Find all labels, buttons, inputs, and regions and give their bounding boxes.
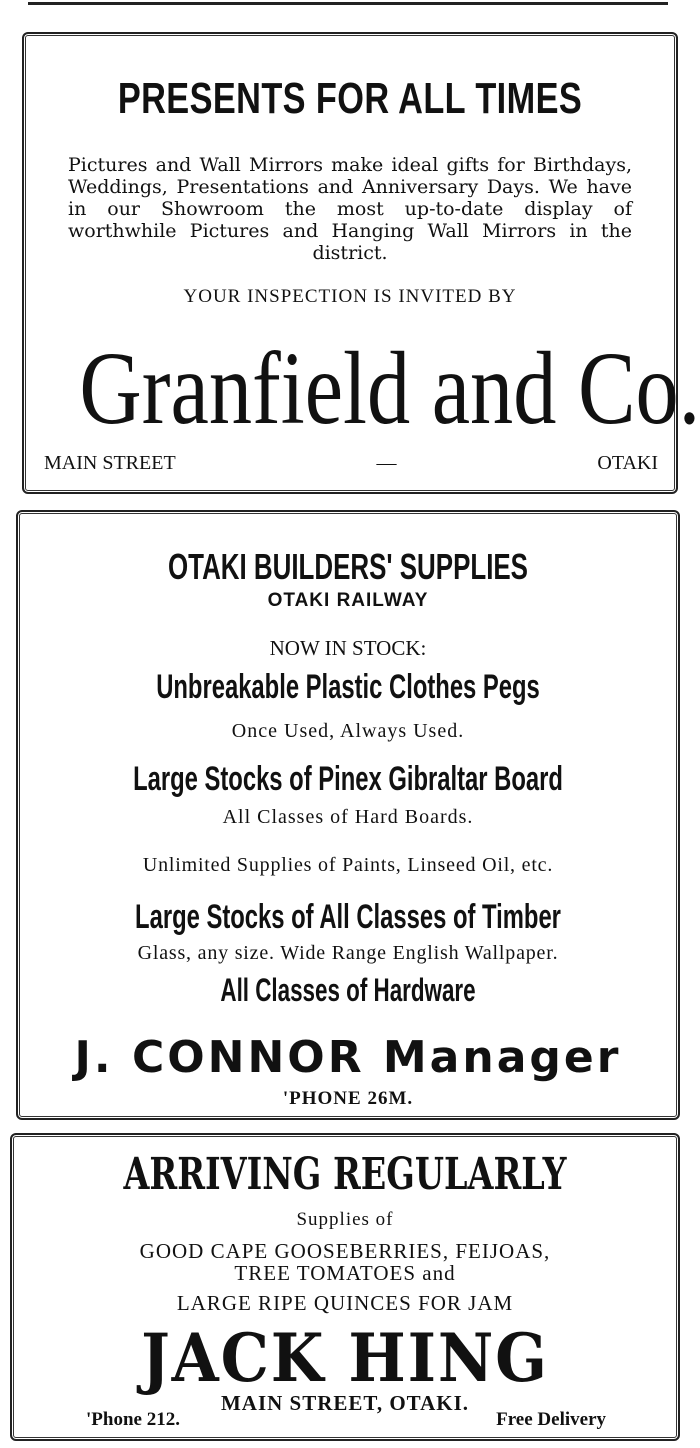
- granfield-headline: PRESENTS FOR ALL TIMES: [117, 74, 583, 123]
- jack-hing-footer: [86, 1409, 606, 1431]
- jack-hing-supplies-of: Supplies of: [296, 1209, 394, 1230]
- granfield-business-name: Granfield and Co.: [79, 331, 700, 446]
- builders-item-hardware: All Classes of Hardware: [220, 972, 476, 1008]
- jack-hing-address: MAIN STREET, OTAKI.: [220, 1391, 470, 1415]
- builders-manager-name: J. CONNOR Manager: [74, 1032, 622, 1083]
- jack-hing-advertisement: [10, 1133, 680, 1441]
- builders-item-clothes-pegs-tagline: Once Used, Always Used.: [231, 720, 465, 742]
- builders-item-gibraltar-board: Large Stocks of Pinex Gibraltar Board: [133, 760, 563, 798]
- granfield-advertisement: [22, 32, 700, 494]
- jack-hing-delivery: Free Delivery: [496, 1409, 606, 1430]
- builders-item-timber: Large Stocks of All Classes of Timber: [135, 898, 561, 936]
- granfield-footer: [44, 452, 658, 475]
- jack-hing-produce-line-3: LARGE RIPE QUINCES FOR JAM: [176, 1291, 514, 1315]
- builders-item-glass-wallpaper: Glass, any size. Wide Range English Wallpaper.: [137, 942, 559, 964]
- builders-location: OTAKI RAILWAY: [267, 590, 429, 611]
- builders-item-hard-boards: All Classes of Hard Boards.: [222, 806, 474, 828]
- builders-item-paints: Unlimited Supplies of Paints, Linseed Oil, etc.: [142, 854, 554, 876]
- builders-now-in-stock: NOW IN STOCK:: [269, 636, 427, 660]
- granfield-town: OTAKI: [597, 452, 658, 474]
- granfield-dash: —: [376, 452, 397, 474]
- builders-headline: OTAKI BUILDERS' SUPPLIES: [168, 546, 528, 587]
- granfield-body-text: Pictures and Wall Mirrors make ideal gifts for Birthdays, Weddings, Presentations and Anniversary Days. We have in our Showroom the most up-to-date display of worthwhile Pictures and Hanging Wall Mirrors in the district.: [68, 154, 632, 264]
- jack-hing-produce-line-1: GOOD CAPE GOOSEBERRIES, FEIJOAS,: [139, 1239, 551, 1263]
- top-rule: [28, 2, 668, 5]
- jack-hing-business-name: JACK HING: [141, 1319, 549, 1397]
- builders-phone: 'PHONE 26M.: [282, 1088, 414, 1109]
- jack-hing-headline: ARRIVING REGULARLY: [123, 1149, 567, 1200]
- builders-supplies-advertisement: [16, 510, 680, 1120]
- granfield-street: MAIN STREET: [44, 452, 176, 474]
- jack-hing-phone: 'Phone 212.: [86, 1409, 180, 1430]
- builders-item-clothes-pegs: Unbreakable Plastic Clothes Pegs: [156, 668, 540, 706]
- granfield-invite: YOUR INSPECTION IS INVITED BY: [183, 286, 517, 307]
- jack-hing-produce-line-2: TREE TOMATOES and: [234, 1261, 456, 1285]
